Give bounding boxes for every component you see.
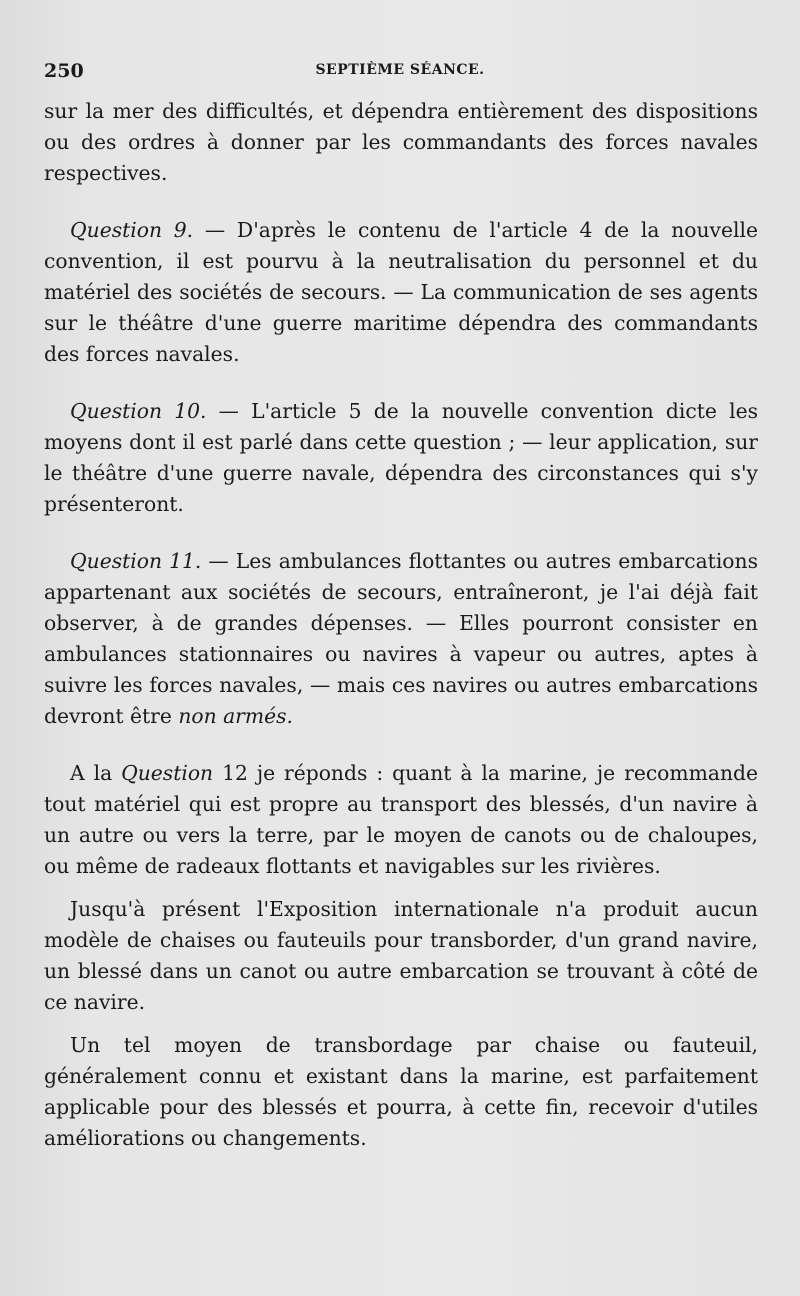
paragraph-text: — Les ambulances flottantes ou autres embarcations appartenant aux sociétés de secours, entraîneront, je l'ai déjà fait observer, à de grandes dépenses. — Elles pourront consister en ambulances stationnaires ou navires à vapeur ou autres, aptes à suivre les forces navales, — mais ces navires ou autres embarcations devront être <box>44 549 758 728</box>
paragraph-prefix: A la <box>70 761 122 785</box>
paragraph-text: 12 je réponds : quant à la marine, je recommande tout matériel qui est propre au transport des blessés, d'un navire à un autre ou vers la terre, par le moyen de canots ou de chaloupes, ou même de radeaux flottants et navigables sur les rivières. <box>44 761 758 878</box>
paragraph-question-11 <box>44 546 758 732</box>
running-title: SEPTIÈME SÉANCE. <box>315 62 485 78</box>
emphasis-text: non armés. <box>178 704 293 728</box>
paragraph-text: Jusqu'à présent l'Exposition internationale n'a produit aucun modèle de chaises ou fauteuils pour transborder, d'un grand navire, un blessé dans un canot ou autre embarcation se trouvant à côté de ce navire. <box>44 897 758 1014</box>
question-label: Question 9. <box>70 218 194 242</box>
body-text <box>44 96 758 1154</box>
question-label: Question <box>121 761 214 785</box>
paragraph-text: sur la mer des difficultés, et dépendra entièrement des dispositions ou des ordres à donner par les commandants des forces navales respectives. <box>44 99 758 185</box>
paragraph-exposition <box>44 894 758 1018</box>
paragraph-text: — L'article 5 de la nouvelle convention dicte les moyens dont il est parlé dans cette question ; — leur application, sur le théâtre d'une guerre navale, dépendra des circonstances qui s'y présenteront. <box>44 399 758 516</box>
paragraph-question-9 <box>44 215 758 370</box>
page-number: 250 <box>44 60 84 82</box>
paragraph-question-10 <box>44 396 758 520</box>
paragraph-continuation <box>44 96 758 189</box>
paragraph-text: Un tel moyen de transbordage par chaise ou fauteuil, généralement connu et existant dans la marine, est parfaitement applicable pour des blessés et pourra, à cette fin, recevoir d'utiles améliorations ou changements. <box>44 1033 758 1150</box>
paragraph-text: — D'après le contenu de l'article 4 de la nouvelle convention, il est pourvu à la neutralisation du personnel et du matériel des sociétés de secours. — La communication de ses agents sur le théâtre d'une guerre maritime dépendra des commandants des forces navales. <box>44 218 758 366</box>
paragraph-transbordage <box>44 1030 758 1154</box>
running-header <box>44 60 756 82</box>
paragraph-question-12 <box>44 758 758 882</box>
question-label: Question 10. <box>70 399 207 423</box>
question-label: Question 11. <box>70 549 202 573</box>
